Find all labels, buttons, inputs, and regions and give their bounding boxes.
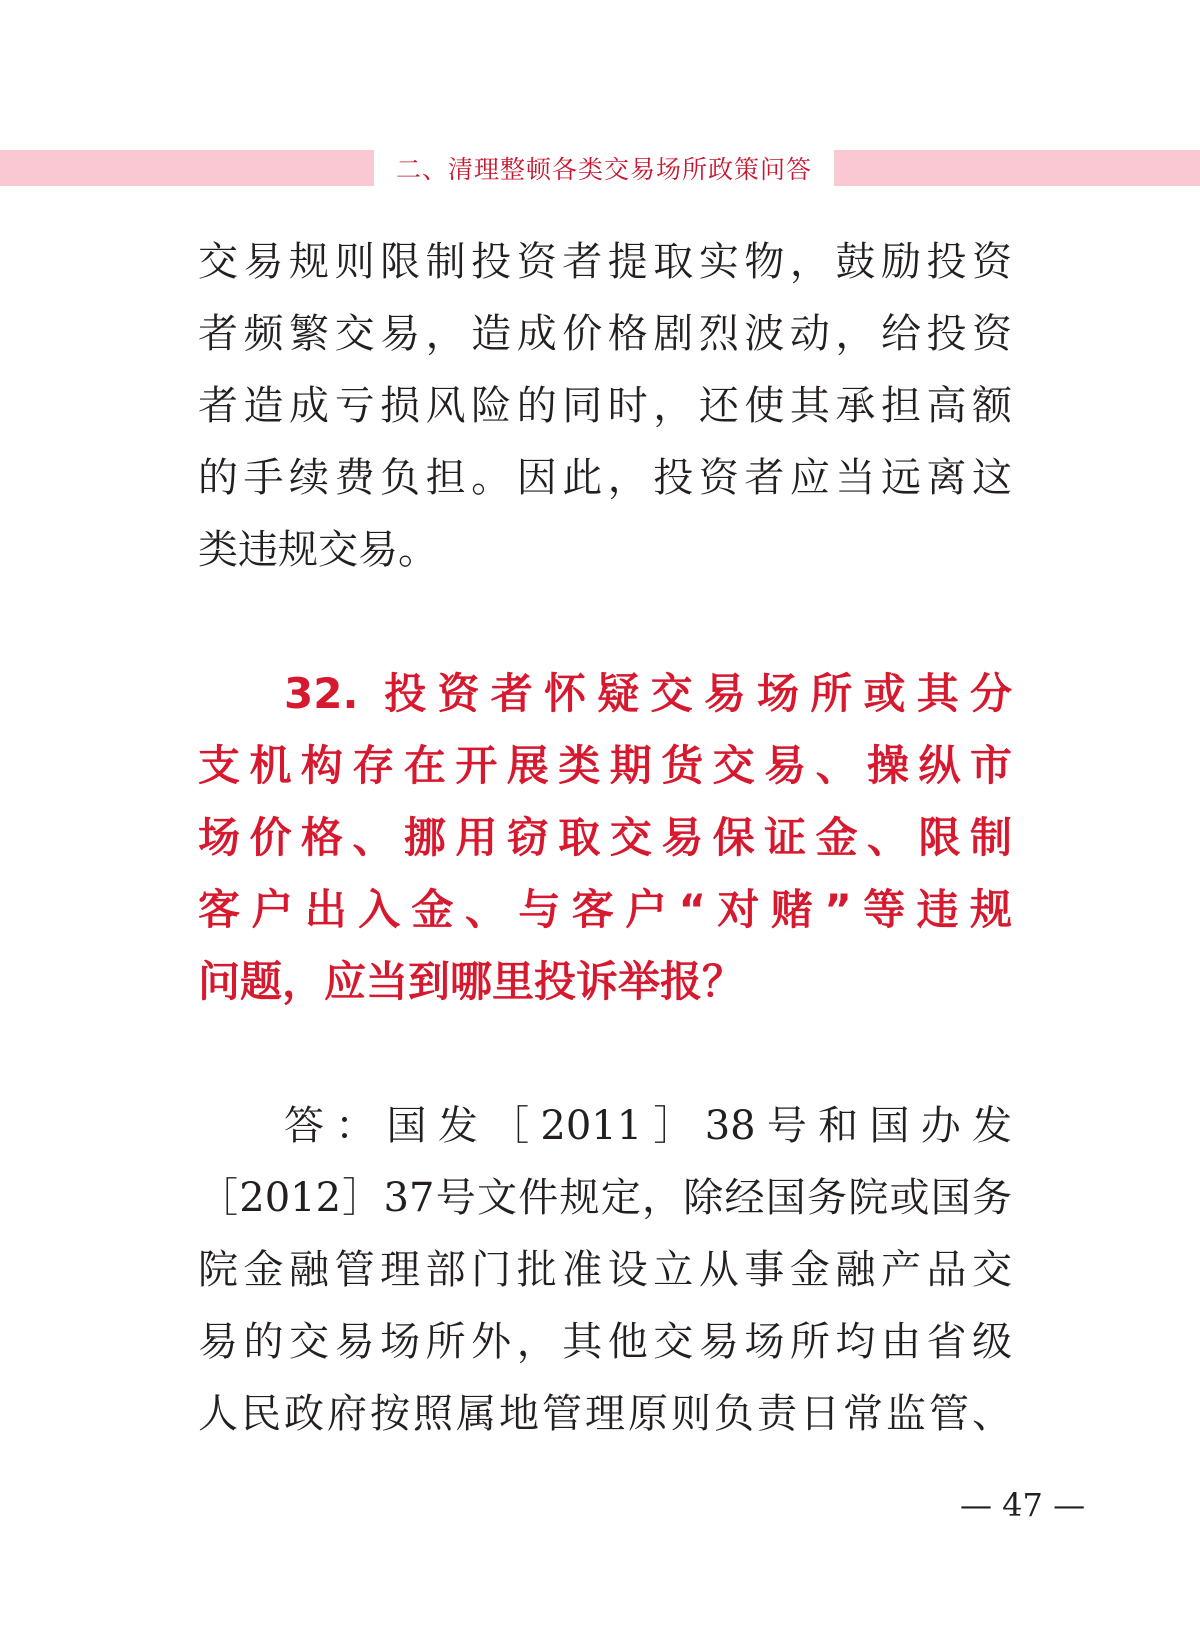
running-header [374,150,834,186]
paragraph-line: 的手续费负担。因此，投资者应当远离这 [198,455,1012,501]
paragraph-line: 者频繁交易，造成价格剧烈波动，给投资 [198,311,1012,357]
page-number: — 47 — [960,1486,1086,1524]
paragraph-top [198,226,1012,586]
answer-paragraph [198,1090,1012,1450]
answer-line: 易的交易场所外，其他交易场所均由省级 [198,1319,1012,1365]
running-header-title: 二、清理整顿各类交易场所政策问答 [395,155,812,184]
answer-line: 院金融管理部门批准设立从事金融产品交 [198,1247,1012,1293]
question-line: 32. 投资者怀疑交易场所或其分 [284,669,1012,718]
question-heading [198,658,1012,1018]
answer-line: 人民政府按照属地管理原则负责日常监管、 [198,1391,1012,1437]
question-line: 问题，应当到哪里投诉举报？ [198,957,745,1006]
answer-line: 答：国发［2011］38号和国办发 [284,1103,1012,1149]
question-line: 支机构存在开展类期货交易、操纵市 [198,741,1012,790]
question-line: 场价格、挪用窃取交易保证金、限制 [198,813,1012,862]
answer-line: ［2012］37号文件规定，除经国务院或国务 [198,1175,1012,1221]
question-line: 客户出入金、与客户“对赌”等违规 [198,885,1012,934]
paragraph-line: 者造成亏损风险的同时，还使其承担高额 [198,383,1012,429]
paragraph-line: 类违规交易。 [198,527,438,573]
paragraph-line: 交易规则限制投资者提取实物，鼓励投资 [198,239,1012,285]
